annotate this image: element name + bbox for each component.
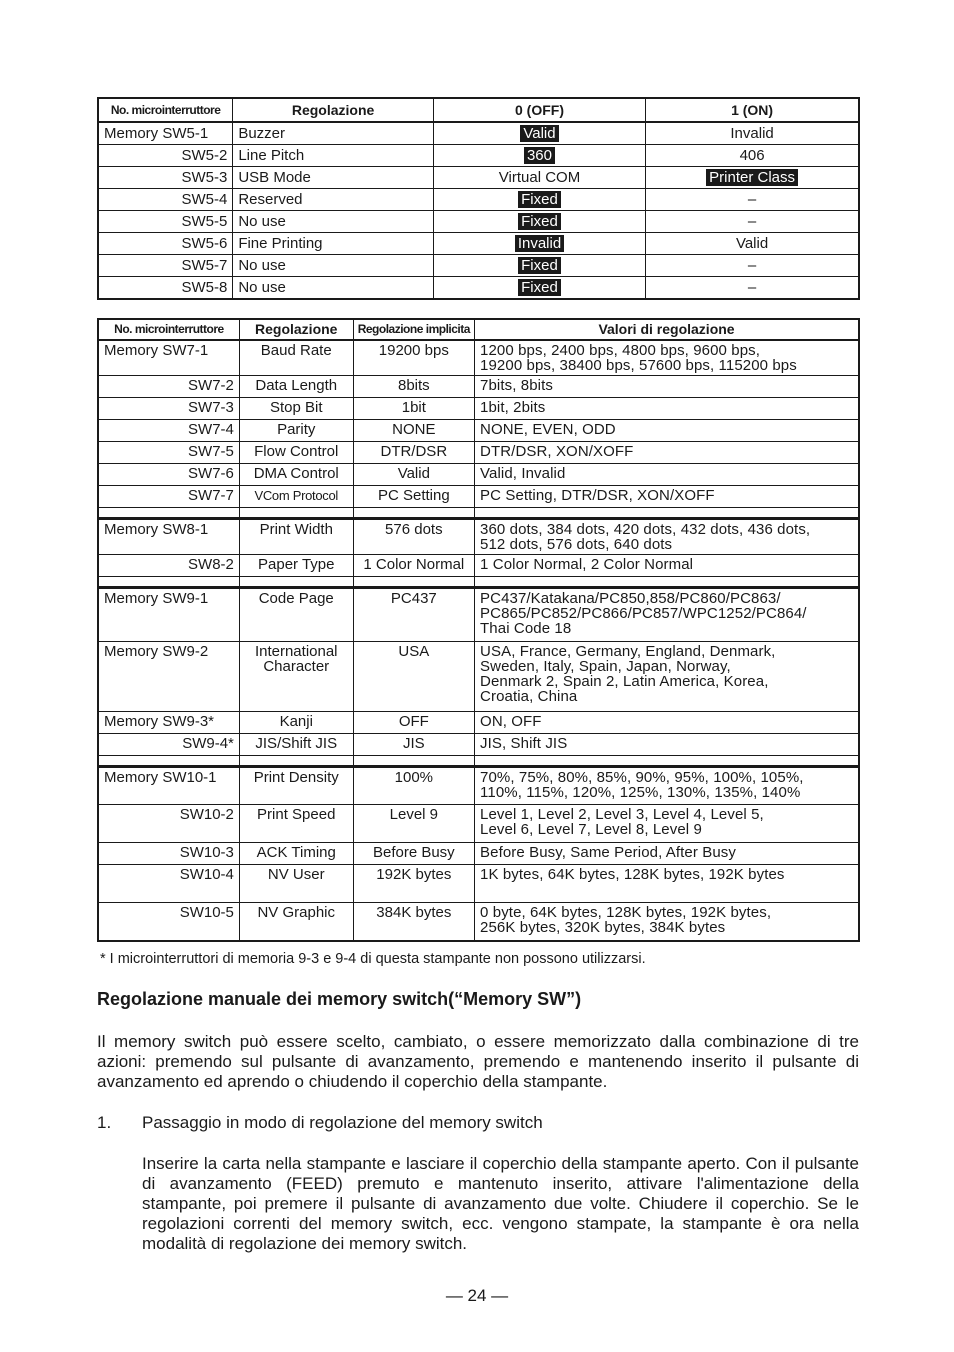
off-cell-value: Fixed: [518, 279, 561, 296]
setting-cell: [233, 122, 434, 145]
switch-cell: SW8-2: [98, 555, 239, 577]
default-cell: 100%: [353, 767, 474, 805]
setting-cell: Stop Bit: [239, 398, 353, 420]
table-row: [98, 340, 859, 376]
default-cell: Valid: [353, 464, 474, 486]
values-line: Sweden, Italy, Spain, Japan, Norway,: [480, 658, 731, 675]
values-line: 1200 bps, 2400 bps, 4800 bps, 9600 bps,: [480, 342, 761, 359]
values-line: Denmark 2, Spain 2, Latin America, Korea,: [480, 673, 769, 690]
default-cell: JIS: [353, 734, 474, 756]
values-line: [480, 882, 853, 897]
header-on: 1 (ON): [646, 98, 859, 122]
table-row: [98, 843, 859, 865]
step-title: Passaggio in modo di regolazione del memory switch: [142, 1113, 543, 1132]
separator-cell: [239, 756, 353, 767]
setting-cell: [233, 255, 434, 277]
on-cell-value: –: [747, 213, 757, 230]
off-cell-value: 360: [524, 147, 555, 164]
off-cell: [433, 167, 645, 189]
setting-cell: Print Width: [239, 519, 353, 555]
switch-cell: Memory SW9-3*: [98, 712, 239, 734]
values-line: 256K bytes, 320K bytes, 384K bytes: [480, 919, 726, 936]
switch-cell: SW7-2: [98, 376, 239, 398]
separator-cell: [98, 756, 239, 767]
switch-cell: Memory SW9-2: [98, 642, 239, 712]
switch-cell: [98, 145, 233, 167]
header-setting: Regolazione: [233, 98, 434, 122]
off-cell: [433, 233, 645, 255]
setting-cell-value: Reserved: [238, 191, 303, 208]
values-cell: [475, 734, 859, 756]
on-cell-value: 406: [739, 147, 765, 164]
values-line: Level 6, Level 7, Level 8, Level 9: [480, 821, 702, 838]
values-cell: [475, 767, 859, 805]
on-cell-value: –: [747, 279, 757, 296]
switch-cell: SW10-5: [98, 903, 239, 941]
separator-cell: [353, 756, 474, 767]
values-line: 70%, 75%, 80%, 85%, 90%, 95%, 100%, 105%,: [480, 769, 804, 786]
on-cell: [646, 277, 859, 300]
off-cell: [433, 211, 645, 233]
table-row: [98, 167, 859, 189]
on-cell: [646, 233, 859, 255]
table-row: [98, 734, 859, 756]
switch-cell: SW7-3: [98, 398, 239, 420]
switch-cell-value: SW5-7: [181, 257, 228, 274]
setting-cell-value: Fine Printing: [238, 235, 323, 252]
values-cell: [475, 376, 859, 398]
switch-cell: Memory SW9-1: [98, 588, 239, 642]
values-line: 110%, 115%, 120%, 125%, 130%, 135%, 140%: [480, 784, 801, 801]
values-cell: [475, 555, 859, 577]
values-line: Thai Code 18: [480, 620, 572, 637]
setting-cell: Paper Type: [239, 555, 353, 577]
setting-cell-value: USB Mode: [238, 169, 311, 186]
default-cell: PC437: [353, 588, 474, 642]
header-setting: Regolazione: [239, 319, 353, 340]
setting-cell: Print Speed: [239, 805, 353, 843]
on-cell-value: Valid: [735, 235, 769, 252]
values-line: Level 1, Level 2, Level 3, Level 4, Level 5,: [480, 806, 764, 823]
switch-cell-value: SW5-8: [181, 279, 228, 296]
separator-cell: [475, 577, 859, 588]
setting-cell: Flow Control: [239, 442, 353, 464]
off-cell: [433, 189, 645, 211]
default-cell: USA: [353, 642, 474, 712]
values-cell: [475, 588, 859, 642]
header-switch-no: No. microinterruttore: [98, 98, 233, 122]
on-cell: [646, 167, 859, 189]
step-body: Inserire la carta nella stampante e lasciare il coperchio della stampante aperto. Con il pulsante di avanzamento (FEED) premuto e mantenuto inserito, attivare l'alimentazione della stampante, poi premere il pulsante di avanzamento due volte. Chiudere il coperchio. Se le regolazioni correnti del memory switch, ecc. vengono stampate, la stampante è ora nella modalità di regolazione dei memory switch.: [142, 1154, 859, 1253]
default-cell: 576 dots: [353, 519, 474, 555]
on-cell: [646, 122, 859, 145]
switch-cell: SW7-6: [98, 464, 239, 486]
table-row: [98, 767, 859, 805]
switch-cell-value: SW5-4: [181, 191, 228, 208]
table-row: [98, 555, 859, 577]
table-row: [98, 519, 859, 555]
values-line: USA, France, Germany, England, Denmark,: [480, 643, 776, 660]
setting-cell-value: No use: [238, 213, 286, 230]
section-title: Regolazione manuale dei memory switch(“Memory SW”): [97, 989, 582, 1009]
values-cell: [475, 843, 859, 865]
values-line: NONE, EVEN, ODD: [480, 421, 616, 438]
setting-cell: [233, 233, 434, 255]
off-cell-value: Valid: [520, 125, 558, 142]
table-row: [98, 189, 859, 211]
switch-cell-value: SW5-3: [181, 169, 228, 186]
switch-cell: [98, 167, 233, 189]
table-row: [98, 376, 859, 398]
values-line: ON, OFF: [480, 713, 542, 730]
separator-cell: [353, 508, 474, 519]
default-cell: 8bits: [353, 376, 474, 398]
values-cell: [475, 398, 859, 420]
switch-cell: Memory SW7-1: [98, 340, 239, 376]
switch-cell: [98, 189, 233, 211]
values-line: PC865/PC852/PC866/PC857/WPC1252/PC864/: [480, 605, 807, 622]
switch-cell: Memory SW10-1: [98, 767, 239, 805]
default-cell: 1 Color Normal: [353, 555, 474, 577]
values-cell: [475, 442, 859, 464]
values-line: JIS, Shift JIS: [480, 735, 568, 752]
setting-cell-value: Line Pitch: [238, 147, 305, 164]
off-cell-value: Invalid: [515, 235, 564, 252]
values-line: 7bits, 8bits: [480, 377, 553, 394]
table-row: [98, 255, 859, 277]
off-cell: [433, 122, 645, 145]
table-row: [98, 398, 859, 420]
setting-cell: [233, 189, 434, 211]
switch-cell: [98, 255, 233, 277]
page-number: — 24 —: [445, 1286, 509, 1305]
separator-cell: [98, 577, 239, 588]
group-separator: [98, 508, 859, 519]
table-row: [98, 145, 859, 167]
on-cell: [646, 211, 859, 233]
table-row: [98, 442, 859, 464]
setting-cell: [233, 211, 434, 233]
setting-cell: DMA Control: [239, 464, 353, 486]
setting-cell: ACK Timing: [239, 843, 353, 865]
header-switch-no: No. microinterruttore: [98, 319, 239, 340]
setting-cell: Kanji: [239, 712, 353, 734]
switch-cell-value: SW5-6: [181, 235, 228, 252]
switch-cell: SW10-3: [98, 843, 239, 865]
setting-cell-value: No use: [238, 257, 286, 274]
setting-cell: International Character: [239, 642, 353, 712]
separator-cell: [239, 577, 353, 588]
table-row: [98, 588, 859, 642]
values-line: Before Busy, Same Period, After Busy: [480, 844, 736, 861]
values-line: Valid, Invalid: [480, 465, 566, 482]
switch-cell: SW7-7: [98, 486, 239, 508]
group-separator: [98, 756, 859, 767]
table-row: [98, 805, 859, 843]
values-cell: [475, 903, 859, 941]
on-cell-value: Invalid: [730, 125, 774, 142]
header-default: Regolazione implicita: [353, 319, 474, 340]
setting-cell: Print Density: [239, 767, 353, 805]
table-row: [98, 211, 859, 233]
setting-cell: JIS/Shift JIS: [239, 734, 353, 756]
switch-cell-value: SW5-5: [181, 213, 228, 230]
memory-sw7-10-table: [97, 318, 860, 942]
table-row: [98, 865, 859, 903]
values-line: 512 dots, 576 dots, 640 dots: [480, 536, 673, 553]
default-cell: OFF: [353, 712, 474, 734]
switch-cell: [98, 277, 233, 300]
values-line: PC Setting, DTR/DSR, XON/XOFF: [480, 487, 715, 504]
values-line: 1 Color Normal, 2 Color Normal: [480, 556, 694, 573]
setting-cell-value: Buzzer: [238, 125, 285, 142]
default-cell: NONE: [353, 420, 474, 442]
setting-cell: Parity: [239, 420, 353, 442]
switch-cell: [98, 122, 233, 145]
values-line: 19200 bps, 38400 bps, 57600 bps, 115200 bps: [480, 357, 797, 374]
switch-cell-value: SW5-2: [181, 147, 228, 164]
off-cell: [433, 145, 645, 167]
setting-cell: [233, 167, 434, 189]
values-line: 1bit, 2bits: [480, 399, 546, 416]
footnote: * I microinterruttori di memoria 9-3 e 9-4 di questa stampante non possono utilizzarsi.: [100, 951, 646, 967]
values-cell: [475, 712, 859, 734]
values-line: 360 dots, 384 dots, 420 dots, 432 dots, 436 dots,: [480, 521, 811, 538]
values-line: PC437/Katakana/PC850,858/PC860/PC863/: [480, 590, 781, 607]
table-row: [98, 486, 859, 508]
off-cell-value: Virtual COM: [498, 169, 581, 186]
table-row: [98, 277, 859, 300]
switch-cell: SW7-5: [98, 442, 239, 464]
setting-cell: Code Page: [239, 588, 353, 642]
values-cell: [475, 865, 859, 903]
table-row: [98, 903, 859, 941]
table-row: [98, 712, 859, 734]
table-row: [98, 122, 859, 145]
table-row: [98, 233, 859, 255]
default-cell: 1bit: [353, 398, 474, 420]
separator-cell: [98, 508, 239, 519]
switch-cell: SW10-2: [98, 805, 239, 843]
header-off: 0 (OFF): [433, 98, 645, 122]
separator-cell: [239, 508, 353, 519]
header-values: Valori di regolazione: [475, 319, 859, 340]
intro-paragraph: Il memory switch può essere scelto, cambiato, o essere memorizzato dalla combinazione di tre azioni: premendo sul pulsante di avanzamento, premendo e mantenendo inserito il pulsante di avanzamento ed aprendo o chiudendo il coperchio della stampante.: [97, 1032, 859, 1091]
group-separator: [98, 577, 859, 588]
setting-cell: Baud Rate: [239, 340, 353, 376]
values-cell: [475, 486, 859, 508]
step-number: 1.: [97, 1113, 112, 1132]
off-cell-value: Fixed: [518, 213, 561, 230]
separator-cell: [475, 508, 859, 519]
off-cell-value: Fixed: [518, 191, 561, 208]
on-cell-value: –: [747, 191, 757, 208]
switch-cell: SW10-4: [98, 865, 239, 903]
values-cell: [475, 340, 859, 376]
switch-cell: SW9-4*: [98, 734, 239, 756]
on-cell-value: –: [747, 257, 757, 274]
table-row: [98, 420, 859, 442]
default-cell: 384K bytes: [353, 903, 474, 941]
on-cell: [646, 255, 859, 277]
default-cell: 192K bytes: [353, 865, 474, 903]
switch-cell: [98, 233, 233, 255]
values-cell: [475, 642, 859, 712]
setting-cell: NV User: [239, 865, 353, 903]
default-cell: Before Busy: [353, 843, 474, 865]
default-cell: 19200 bps: [353, 340, 474, 376]
setting-cell: Data Length: [239, 376, 353, 398]
switch-cell: Memory SW8-1: [98, 519, 239, 555]
default-cell: Level 9: [353, 805, 474, 843]
values-line: DTR/DSR, XON/XOFF: [480, 443, 634, 460]
on-cell: [646, 189, 859, 211]
values-line: Croatia, China: [480, 688, 578, 705]
off-cell: [433, 255, 645, 277]
memory-sw5-table: [97, 97, 860, 300]
separator-cell: [353, 577, 474, 588]
setting-cell-value: No use: [238, 279, 286, 296]
setting-cell: NV Graphic: [239, 903, 353, 941]
on-cell: [646, 145, 859, 167]
switch-cell-value: Memory SW5-1: [104, 125, 209, 142]
separator-cell: [475, 756, 859, 767]
table-row: [98, 642, 859, 712]
values-line: 1K bytes, 64K bytes, 128K bytes, 192K bytes: [480, 866, 785, 883]
switch-cell: [98, 211, 233, 233]
on-cell-value: Printer Class: [706, 169, 798, 186]
values-line: 0 byte, 64K bytes, 128K bytes, 192K bytes,: [480, 904, 772, 921]
off-cell: [433, 277, 645, 300]
default-cell: PC Setting: [353, 486, 474, 508]
setting-cell: [233, 277, 434, 300]
setting-cell: VCom Protocol: [239, 486, 353, 508]
values-cell: [475, 420, 859, 442]
switch-cell: SW7-4: [98, 420, 239, 442]
values-cell: [475, 805, 859, 843]
table-row: [98, 464, 859, 486]
values-cell: [475, 464, 859, 486]
setting-cell: [233, 145, 434, 167]
values-cell: [475, 519, 859, 555]
default-cell: DTR/DSR: [353, 442, 474, 464]
off-cell-value: Fixed: [518, 257, 561, 274]
